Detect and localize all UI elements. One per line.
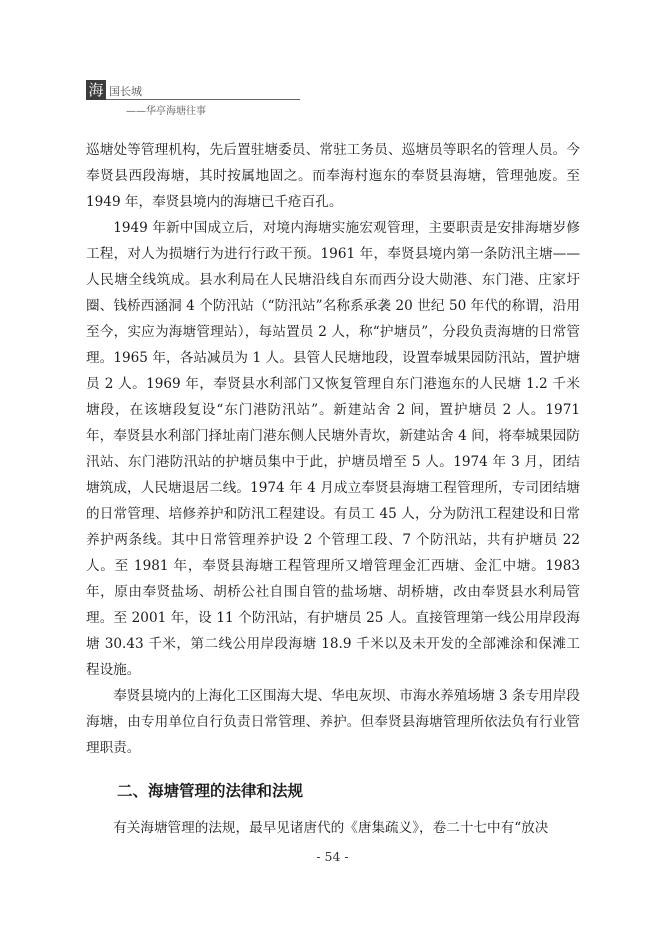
book-logo-mark: 海: [86, 80, 106, 100]
book-title: 国长城: [109, 85, 142, 98]
section-heading: 二、海塘管理的法律和法规: [117, 782, 304, 800]
header-rule: [106, 99, 300, 100]
page-number: - 54 -: [316, 849, 349, 864]
book-subtitle: ——华亭海塘往事: [126, 106, 206, 117]
page-body: [86, 137, 580, 841]
running-header: [86, 80, 300, 117]
paragraph: 奉贤县境内的上海化工区围海大堤、华电灰坝、市海水养殖场塘 3 条专用岸段海塘，由专用单位自行负责日常管理、养护。但奉贤县海塘管理所依法负有行业管理职责。: [86, 688, 580, 756]
paragraph: 1949 年新中国成立后，对境内海塘实施宏观管理，主要职责是安排海塘岁修工程，对人为损塘行为进行行政干预。1961 年，奉贤县境内第一条防汛主塘——人民塘全线筑成。县水利局在人民塘沿线自东而西分设大勋港、东门港、庄家圩圈、钱桥西涵洞 4 个防汛站（“防汛站”名称系承袭 20 世纪 50 年代的称谓，沿用至今，实应为海塘管理站），每站置员 2 人，称“护塘员”，分段负责海塘的日常管理。1965 年，各站减员为 1 人。县管人民塘地段，设置奉城果园防汛站，置护塘员 2 人。1969 年，奉贤县水利部门又恢复管理自东门港迤东的人民塘 1.2 千米塘段，在该塘段复设“东门港防汛站”。新建站舍 2 间，置护塘员 2 人。1971 年，奉贤县水利部门择址南门港东侧人民塘外青坎，新建站舍 4 间，将奉城果园防汛站、东门港防汛站的护塘员集中于此，护塘员增至 5 人。1974 年 3 月，团结塘筑成，人民塘退居二线。1974 年 4 月成立奉贤县海塘工程管理所，专司团结塘的日常管理、培修养护和防汛工程建设。有员工 45 人，分为防汛工程建设和日常养护两条线。其中日常管理养护设 2 个管理工段、7 个防汛站，共有护塘员 22 人。至 1981 年，奉贤县海塘工程管理所又增管理金汇西塘、金汇中塘。1983 年，原由奉贤盐场、胡桥公社自围自管的盐场塘、胡桥塘，改由奉贤县水利局管理。至 2001 年，设 11 个防汛站，有护塘员 25 人。直接管理第一线公用岸段海塘 30.43 千米，第二线公用岸段海塘 18.9 千米以及未开发的全部滩涂和保滩工程设施。: [86, 220, 580, 678]
paragraph: 有关海塘管理的法规，最早见诸唐代的《唐集疏义》，卷二十七中有“放决: [113, 820, 549, 836]
paragraph-continued: 巡塘处等管理机构，先后置驻塘委员、常驻工务员、巡塘员等职名的管理人员。今奉贤县西段海塘，其时按属地固之。而奉海村迤东的奉贤县海塘，管理弛废。至 1949 年，奉贤县境内的海塘已千疮百孔。: [86, 142, 580, 210]
